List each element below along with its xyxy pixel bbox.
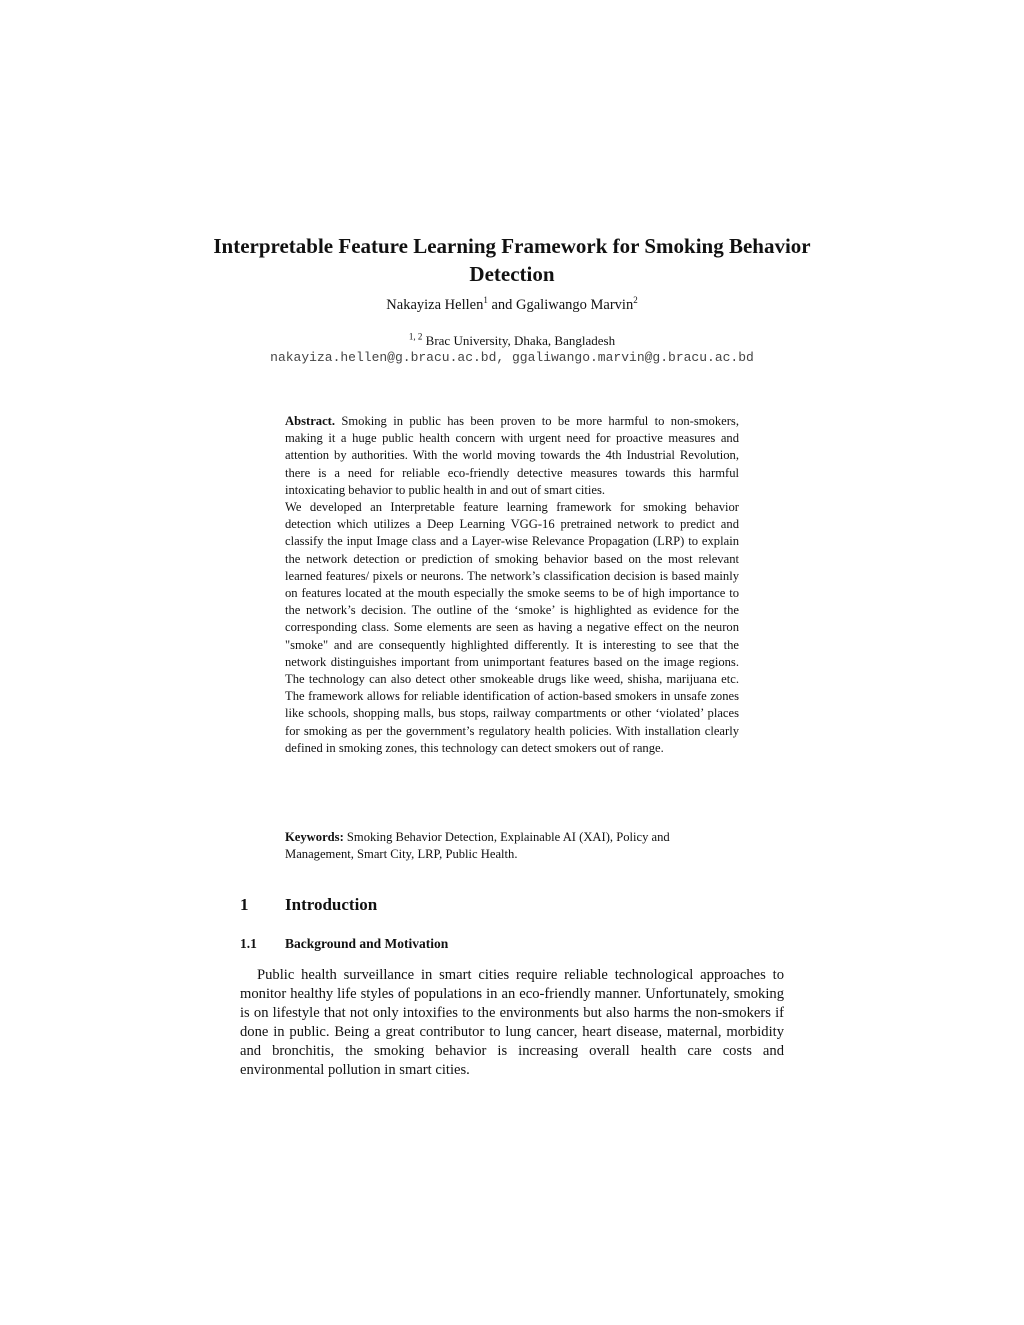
section-title: Introduction bbox=[285, 895, 378, 914]
section-heading-introduction bbox=[240, 894, 377, 916]
keywords-text: Smoking Behavior Detection, Explainable AI (XAI), Policy and Management, Smart City, LRP, Public Health. bbox=[285, 830, 670, 862]
affiliation-line bbox=[180, 332, 844, 350]
affiliation-marker: 1, 2 bbox=[408, 331, 423, 342]
abstract bbox=[285, 413, 739, 757]
affiliation-text: Brac University, Dhaka, Bangladesh bbox=[422, 333, 616, 348]
author-line bbox=[180, 295, 844, 315]
author-conjunction: and bbox=[487, 297, 517, 313]
author-emails: nakayiza.hellen@g.bracu.ac.bd, ggaliwango.marvin@g.bracu.ac.bd bbox=[270, 350, 754, 365]
abstract-label: Abstract. bbox=[285, 414, 336, 428]
subsection-number: 1.1 bbox=[240, 936, 257, 951]
author-name-2: Ggaliwango Marvin bbox=[516, 297, 634, 313]
author-affil-marker-2: 2 bbox=[633, 295, 638, 306]
paper-title: Interpretable Feature Learning Framework for Smoking Behavior Detection bbox=[213, 234, 811, 286]
abstract-paragraph-2: We developed an Interpretable feature learning framework for smoking behavior detection which utilizes a Deep Learning VGG-16 pretrained network to predict and classify the input Image class and a Layer-wise Relevance Propagation (LRP) to explain the network detection or prediction of smoking behavior based on the most relevant learned features/ pixels or neurons. The network’s classification decision is based mainly on features located at the mouth especially the smoke seems to be of high importance to the network’s decision. The outline of the ‘smoke’ is highlighted as evidence for the corresponding class. Some elements are seen as having a negative effect on the neuron "smoke" and are consequently highlighted differently. It is interesting to see that the network distinguishes important from unimportant features based on the image regions. The technology can also detect other smokeable drugs like weed, shisha, marijuana etc. The framework allows for reliable identification of action-based smokers in unsafe zones like schools, shopping malls, bus stops, railway compartments or other ‘violated’ places for smoking as per the government’s regulatory health policies. With installation clearly defined in smoking zones, this technology can detect smokers out of range. bbox=[285, 500, 739, 755]
author-affil-marker-1: 1 bbox=[483, 295, 488, 306]
keywords bbox=[285, 829, 739, 863]
section-number: 1 bbox=[240, 895, 249, 914]
abstract-paragraph-1 bbox=[285, 413, 739, 499]
subsection-title: Background and Motivation bbox=[285, 936, 449, 951]
abstract-text-1: Smoking in public has been proven to be more harmful to non-smokers, making it a huge public health concern with urgent need for proactive measures and attention by authorities. With the world moving towards the 4th Industrial Revolution, there is a need for reliable eco-friendly detective measures towards this harmful intoxicating behavior to public health in and out of smart cities. bbox=[285, 414, 739, 497]
body-paragraph: Public health surveillance in smart cities require reliable technological approaches to monitor healthy life styles of populations in an eco-friendly manner. Unfortunately, smoking is on lifestyle that not only intoxifies to the environments but also harms the non-smokers if done in public. Being a great contributor to lung cancer, heart disease, maternal, morbidity and bronchitis, the smoking behavior is increasing overall health care costs and environmental pollution in smart cities. bbox=[240, 967, 784, 1078]
subsection-heading-background bbox=[240, 935, 448, 953]
author-name-1: Nakayiza Hellen bbox=[386, 297, 484, 313]
keywords-label: Keywords: bbox=[285, 830, 344, 844]
